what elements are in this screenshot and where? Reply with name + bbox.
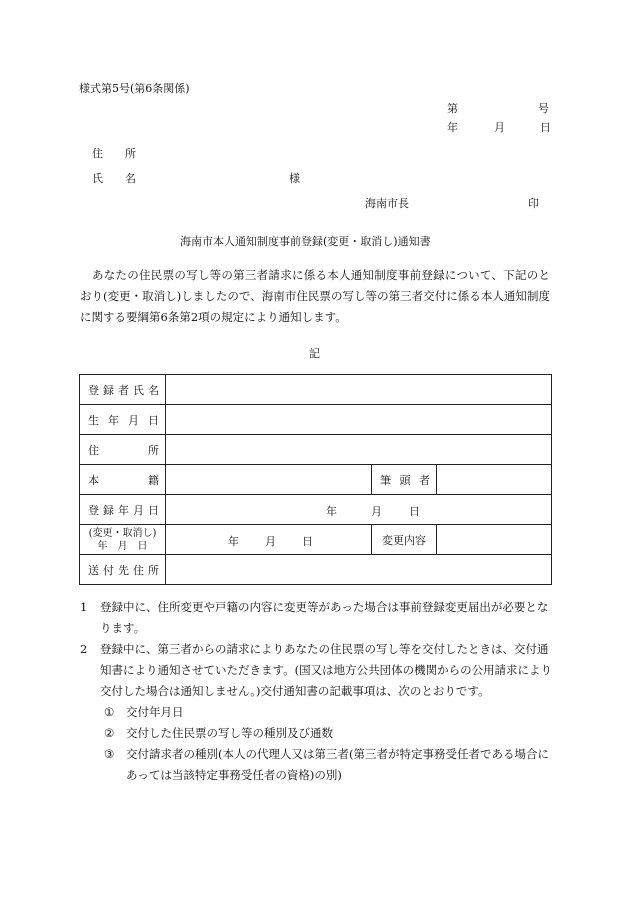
note-1: 1 登録中に、住所変更や戸籍の内容に変更等があった場合は事前登録変更届出が必要となります。	[80, 600, 549, 635]
birth-date-value	[166, 405, 552, 435]
table-row	[80, 465, 552, 495]
registration-table	[79, 374, 552, 585]
change-content-value	[437, 525, 552, 555]
address-label: 住 所	[92, 147, 136, 160]
form-number: 様式第5号(第6条関係)	[79, 82, 190, 95]
honorific: 様	[289, 172, 300, 185]
table-row	[80, 525, 552, 555]
change-content-label: 変更内容	[372, 525, 437, 555]
date-month: 月	[494, 121, 505, 134]
delivery-address-value	[166, 555, 552, 585]
registrant-name-value	[166, 375, 552, 405]
table-row	[80, 495, 552, 525]
registrant-name-label: 登 録 者 氏 名	[88, 383, 159, 397]
issuer-title: 海南市長	[365, 197, 409, 210]
sub-item-1: ① 交付年月日	[104, 705, 184, 719]
date-day: 日	[540, 121, 551, 134]
sub-item-2: ② 交付した住民票の写し等の種別及び通数	[104, 726, 333, 740]
delivery-address-label: 送 付 先 住 所	[88, 563, 159, 577]
table-row	[80, 435, 552, 465]
name-label: 氏 名	[92, 172, 136, 185]
hittosha-value	[437, 465, 552, 495]
birth-date-label: 生 年 月 日	[88, 413, 159, 427]
document-title: 海南市本人通知制度事前登録(変更・取消し)通知書	[180, 235, 431, 248]
address-row-label: 住 所	[88, 443, 159, 457]
hittosha-label: 筆 頭 者	[380, 473, 430, 487]
address-value	[166, 435, 552, 465]
table-row	[80, 405, 552, 435]
table-row	[80, 555, 552, 585]
changed-date-value: 年 月 日	[166, 525, 372, 555]
body-text: あなたの住民票の写し等の第三者請求に係る本人通知制度事前登録について、下記のとおり(変更・取消し)しましたので、海南市住民票の写し等の第三者交付に係る本人通知制度に関する要綱第6条第2項の規定により通知します。	[80, 268, 550, 324]
sub-item-3: ③ 交付請求者の種別(本人の代理人又は第三者(第三者が特定事務受任者である場合にあっては当該特定事務受任者の資格)の別)	[104, 747, 549, 782]
ki-label: 記	[309, 347, 320, 360]
issuer-seal: 印	[528, 197, 539, 210]
registration-date-value: 年 月 日	[166, 495, 552, 525]
doc-no-suffix: 号	[538, 102, 549, 115]
date-year: 年	[447, 121, 458, 134]
registration-date-label: 登 録 年 月 日	[88, 503, 159, 517]
changed-date-label: (変更・取消し) 年 月 日	[80, 525, 166, 555]
honseki-label: 本 籍	[88, 473, 159, 487]
table-row	[80, 375, 552, 405]
note-2: 2 登録中に、第三者からの請求によりあなたの住民票の写し等を交付したときは、交付通知書により通知させていただきます。(国又は地方公共団体の機関からの公用請求により交付した場合は通知しません。)交付通知書の記載事項は、次のとおりです。	[80, 642, 553, 698]
doc-no-prefix: 第	[447, 102, 458, 115]
honseki-value	[166, 465, 372, 495]
